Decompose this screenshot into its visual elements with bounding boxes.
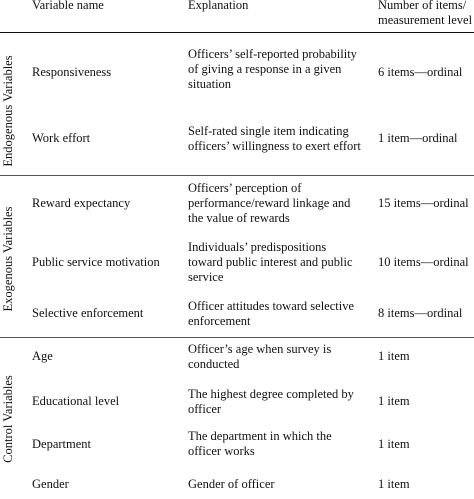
row-name: Selective enforcement xyxy=(32,306,144,320)
row-name: Responsiveness xyxy=(32,65,112,79)
group-rule xyxy=(0,175,474,176)
row-explanation-line: conducted xyxy=(188,357,240,371)
row-explanation-line: Officer’s age when survey is xyxy=(188,342,332,356)
group-rule xyxy=(0,337,474,338)
row-explanation-line: Officers’ perception of xyxy=(188,181,302,195)
row-explanation-line: The highest degree completed by xyxy=(188,387,354,401)
row-explanation-line: performance/reward linkage and xyxy=(188,196,351,210)
row-explanation-line: Gender of officer xyxy=(188,477,275,491)
group-label-exogenous: Exogenous Variables xyxy=(1,206,15,312)
row-explanation-line: the value of rewards xyxy=(188,211,290,225)
row-measure: 1 item xyxy=(378,437,410,451)
header-explanation: Explanation xyxy=(188,0,249,12)
header-measure-line1: Number of items/ xyxy=(378,0,467,12)
header-variable-name: Variable name xyxy=(32,0,104,12)
row-name: Public service motivation xyxy=(32,255,160,269)
row-measure: 10 items—ordinal xyxy=(378,255,469,269)
row-explanation-line: officer works xyxy=(188,444,255,458)
header-rule xyxy=(0,32,474,33)
row-explanation-line: of giving a response in a given xyxy=(188,62,342,76)
row-measure: 1 item xyxy=(378,394,410,408)
row-measure: 1 item—ordinal xyxy=(378,131,458,145)
row-explanation-line: service xyxy=(188,270,224,284)
row-explanation-line: officers’ willingness to exert effort xyxy=(188,139,361,153)
row-explanation-line: toward public interest and public xyxy=(188,255,353,269)
row-measure: 1 item xyxy=(378,477,410,491)
row-explanation-line: Officer attitudes toward selective xyxy=(188,299,355,313)
group-label-control: Control Variables xyxy=(1,375,15,463)
row-explanation-line: The department in which the xyxy=(188,429,332,443)
row-explanation-line: Self-rated single item indicating xyxy=(188,124,349,138)
row-explanation-line: officer xyxy=(188,402,222,416)
row-name: Educational level xyxy=(32,394,120,408)
header-measure-line2: measurement level xyxy=(378,13,473,27)
row-measure: 6 items—ordinal xyxy=(378,65,463,79)
row-measure: 15 items—ordinal xyxy=(378,196,469,210)
row-name: Gender xyxy=(32,477,69,491)
row-name: Work effort xyxy=(32,131,91,145)
row-name: Age xyxy=(32,349,53,363)
group-label-endogenous: Endogenous Variables xyxy=(1,55,15,167)
row-name: Reward expectancy xyxy=(32,196,131,210)
row-explanation-line: Officers’ self-reported probability xyxy=(188,47,357,61)
row-explanation-line: enforcement xyxy=(188,314,251,328)
row-measure: 1 item xyxy=(378,349,410,363)
row-explanation-line: Individuals’ predispositions xyxy=(188,240,327,254)
row-name: Department xyxy=(32,437,92,451)
row-measure: 8 items—ordinal xyxy=(378,306,463,320)
row-explanation-line: situation xyxy=(188,77,232,91)
